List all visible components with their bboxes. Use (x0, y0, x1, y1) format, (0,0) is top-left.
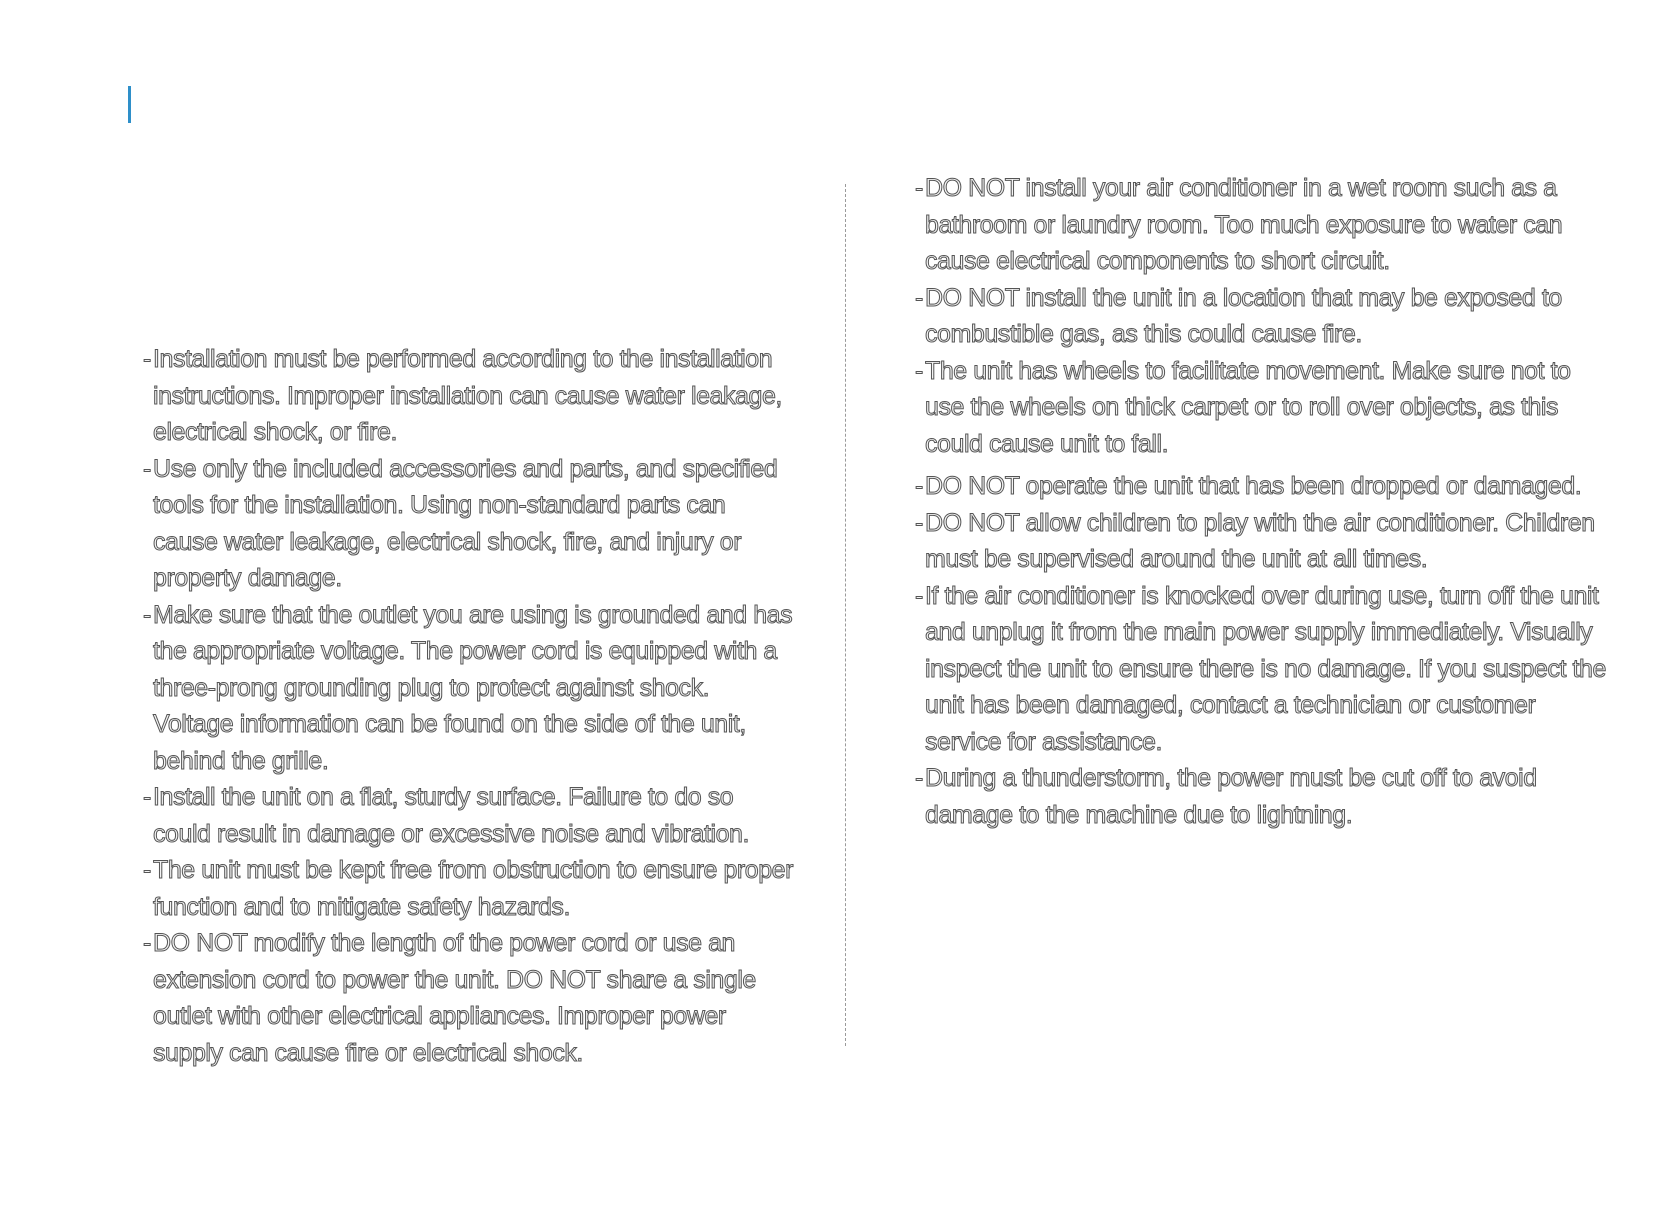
safety-item-installation (143, 341, 793, 451)
safety-item-text: The unit must be kept free from obstruction to ensure proper function and to mitigate safety hazards. (153, 856, 794, 921)
dash-bullet: - (915, 508, 923, 537)
safety-item-text: DO NOT modify the length of the power cord or use an extension cord to power the unit. DO NOT share a single outlet with other electrical appliances. Improper power supply can cause fire or electrical shock. (153, 929, 756, 1067)
safety-item-text: DO NOT install your air conditioner in a wet room such as a bathroom or laundry room. Too much exposure to water can cause electrical components to short circuit. (925, 174, 1563, 275)
dash-bullet: - (915, 581, 923, 610)
safety-item-text: During a thunderstorm, the power must be cut off to avoid damage to the machine due to lightning. (925, 764, 1537, 829)
dash-bullet: - (915, 764, 923, 792)
safety-item-text: Install the unit on a flat, sturdy surface. Failure to do so could result in damage or excessive noise and vibration. (153, 783, 749, 848)
safety-item-accessories (143, 451, 793, 597)
column-divider (845, 184, 846, 1046)
left-safety-list (143, 341, 793, 1071)
safety-item-thunderstorm (915, 760, 1615, 833)
safety-item-power-cord (143, 925, 793, 1071)
safety-item-wheels (915, 353, 1615, 463)
safety-item-text: DO NOT operate the unit that has been dropped or damaged. (925, 472, 1582, 500)
safety-item-text: Installation must be performed according to the installation instructions. Improper installation can cause water leakage, electrical shock, or fire. (153, 345, 782, 446)
safety-item-combustible-gas (915, 280, 1615, 353)
dash-bullet: - (915, 174, 923, 202)
safety-item-obstruction (143, 852, 793, 925)
dash-bullet: - (915, 472, 923, 500)
safety-item-flat-surface (143, 779, 793, 852)
dash-bullet: - (143, 783, 151, 811)
dash-bullet: - (915, 356, 923, 385)
safety-item-text: Make sure that the outlet you are using is grounded and has the appropriate voltage. The power cord is equipped with a three-prong grounding plug to protect against shock. Voltage information can be found on the side of the unit, behind the grille. (153, 600, 793, 775)
safety-item-text: Use only the included accessories and parts, and specified tools for the installation. Using non-standard parts can cause water leakage, electrical shock, fire, and injury or property damage. (153, 454, 778, 592)
dash-bullet: - (143, 345, 151, 373)
safety-item-dropped-unit (915, 468, 1615, 505)
safety-item-grounded-outlet (143, 597, 793, 780)
safety-item-text: DO NOT install the unit in a location that may be exposed to combustible gas, as this could cause fire. (925, 283, 1562, 348)
safety-item-text: DO NOT allow children to play with the air conditioner. Children must be supervised around the unit at all times. (925, 508, 1595, 573)
dash-bullet: - (143, 600, 151, 629)
safety-item-text: The unit has wheels to facilitate movement. Make sure not to use the wheels on thick carpet or to roll over objects, as this could cause unit to fall. (925, 356, 1571, 458)
header-accent-bar (128, 86, 131, 123)
dash-bullet: - (143, 929, 151, 957)
dash-bullet: - (143, 454, 151, 483)
safety-item-wet-room (915, 170, 1615, 280)
dash-bullet: - (915, 283, 923, 312)
safety-item-children (915, 505, 1615, 578)
safety-item-knocked-over (915, 578, 1615, 761)
right-safety-list (915, 170, 1615, 833)
safety-item-text: If the air conditioner is knocked over during use, turn off the unit and unplug it from the main power supply immediately. Visually inspect the unit to ensure there is no damage. If you suspect the unit has been damaged, contact a technician or customer service for assistance. (925, 581, 1606, 756)
dash-bullet: - (143, 856, 151, 884)
